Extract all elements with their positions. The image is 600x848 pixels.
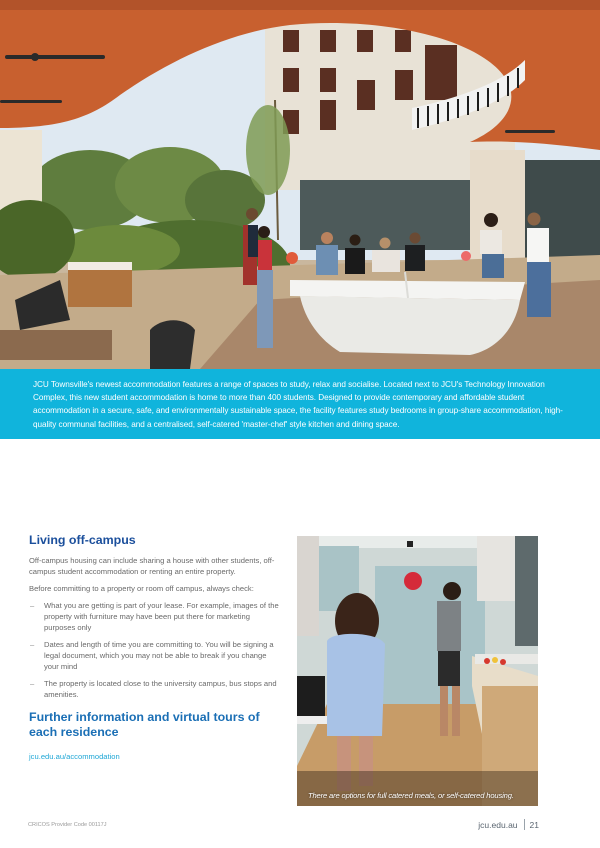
checklist-item [29, 639, 279, 672]
checklist [29, 600, 279, 700]
intro-band [0, 369, 600, 439]
dash-bullet-icon: – [30, 601, 35, 610]
page-number: 21 [529, 819, 539, 830]
section-heading-living-off-campus: Living off-campus [29, 533, 136, 547]
checklist-item-text: What you are getting is part of your lease. For example, images of the property with furniture may have been put there for marketing purposes only [44, 601, 279, 632]
dash-bullet-icon: – [30, 679, 35, 688]
cricos-code: CRICOS Provider Code 00117J [28, 822, 107, 828]
checklist-item-text: The property is located close to the university campus, bus stops and amenities. [44, 679, 277, 699]
off-campus-intro-paragraph: Off-campus housing can include sharing a house with other students, off-campus student accommodation or renting an entire property. [29, 556, 275, 576]
intro-paragraph: JCU Townsville's newest accommodation features a range of spaces to study, relax and socialise. Located next to JCU's Technology Innovation Complex, this new student accommodation is home to more than 400 students. Designed to provide contemporary and affordable student accommodation in a secure, safe, and environmentally sustainable space, the facility features study bedrooms in group-share accommodation, high-quality communal facilities, and a centralised, self-catered 'master-chef' style kitchen and dining space. [33, 380, 563, 429]
kitchen-scene-illustration [297, 536, 538, 806]
footer-divider [524, 819, 525, 830]
footer-site-link[interactable]: jcu.edu.au [478, 819, 518, 830]
section-heading-further-information: Further information and virtual tours of each residence [29, 710, 260, 739]
courtyard-scene-illustration [0, 0, 600, 369]
kitchen-photo [297, 536, 538, 806]
hero-photo [0, 0, 600, 369]
checklist-item [29, 600, 279, 633]
footer-page-info [478, 819, 539, 830]
checklist-item [29, 678, 279, 700]
checklist-lead-paragraph: Before committing to a property or room off campus, always check: [29, 584, 254, 593]
dash-bullet-icon: – [30, 640, 35, 649]
accommodation-link[interactable]: jcu.edu.au/accommodation [29, 752, 120, 761]
checklist-item-text: Dates and length of time you are committing to. You will be signing a legal document, which you may not be able to break if you change your mind [44, 640, 274, 671]
off-campus-section [29, 533, 279, 764]
photo-caption: There are options for full catered meals, or self-catered housing. [308, 791, 514, 800]
